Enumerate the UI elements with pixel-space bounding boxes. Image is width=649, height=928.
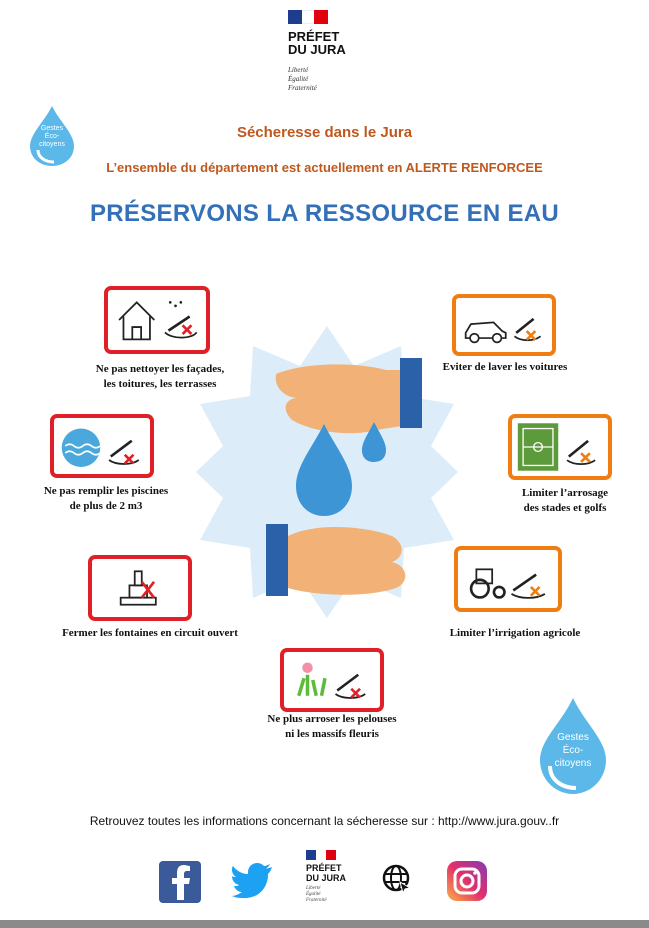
stadium-hose-icon	[512, 418, 608, 476]
republic-motto-small: Liberté Égalité Fraternité	[306, 886, 327, 903]
svg-text:citoyens: citoyens	[554, 758, 592, 769]
caption-voitures: Eviter de laver les voitures	[442, 361, 568, 373]
caption-fontaines: Fermer les fontaines en circuit ouvert	[62, 627, 238, 639]
caption-agricole: Limiter l’irrigation agricole	[449, 627, 581, 639]
stadium-watering-icon-box	[508, 414, 612, 480]
republic-motto: Liberté Égalité Fraternité	[288, 66, 317, 92]
house-hose-icon	[108, 290, 206, 350]
bottom-sleeve	[266, 524, 288, 596]
prefet-logo-small[interactable]	[304, 850, 354, 904]
web-icon[interactable]	[382, 864, 412, 899]
footer-info: Retrouvez toutes les informations concernant la sécheresse sur : http://www.jura.gouv..fr	[89, 814, 560, 828]
caption-pelouses: Ne plus arroser les pelouses ni les massifs fleuris	[267, 713, 397, 740]
fountain-icon-box	[88, 555, 192, 621]
caption-facades: Ne pas nettoyer les façades, les toitures, les terrasses	[95, 363, 225, 390]
svg-text:Éco-: Éco-	[562, 745, 584, 756]
svg-text:Gestes: Gestes	[40, 125, 64, 132]
prefet-du-jura-logo	[280, 10, 370, 94]
logo-text: PRÉFET DU JURA	[288, 29, 346, 57]
caption-stades: Limiter l’arrosage des stades et golfs	[521, 487, 609, 514]
flowers-hose-icon	[284, 652, 380, 708]
tractor-hose-icon	[458, 550, 558, 608]
logo-text-small: PRÉFET DU JURA	[306, 863, 347, 883]
pool-hose-icon	[54, 418, 150, 474]
french-flag-icon	[288, 10, 328, 24]
alert-line: L’ensemble du département est actuellement en ALERTE RENFORCEE	[106, 160, 543, 175]
bottom-bar	[0, 920, 649, 928]
svg-text:Éco-: Éco-	[44, 133, 60, 140]
gestes-eco-citoyens-badge-large	[532, 696, 614, 796]
bottom-hand	[288, 527, 405, 595]
svg-text:Gestes: Gestes	[557, 732, 589, 743]
facebook-icon[interactable]	[158, 860, 202, 909]
instagram-icon[interactable]	[446, 860, 488, 907]
car-wash-icon-box	[452, 294, 556, 356]
top-sleeve	[400, 358, 422, 428]
subtitle: Sécheresse dans le Jura	[236, 124, 413, 141]
pool-filling-icon-box	[50, 414, 154, 478]
svg-text:citoyens: citoyens	[39, 141, 65, 148]
twitter-icon[interactable]	[232, 862, 274, 903]
facade-cleaning-icon-box	[104, 286, 210, 354]
caption-piscines: Ne pas remplir les piscines de plus de 2 m3	[43, 485, 169, 512]
agricultural-irrigation-icon-box	[454, 546, 562, 612]
lawn-watering-icon-box	[280, 648, 384, 712]
french-flag-icon	[306, 850, 336, 860]
car-hose-icon	[456, 298, 552, 352]
page-title: PRÉSERVONS LA RESSOURCE EN EAU	[89, 200, 560, 227]
fountain-icon	[92, 559, 188, 617]
